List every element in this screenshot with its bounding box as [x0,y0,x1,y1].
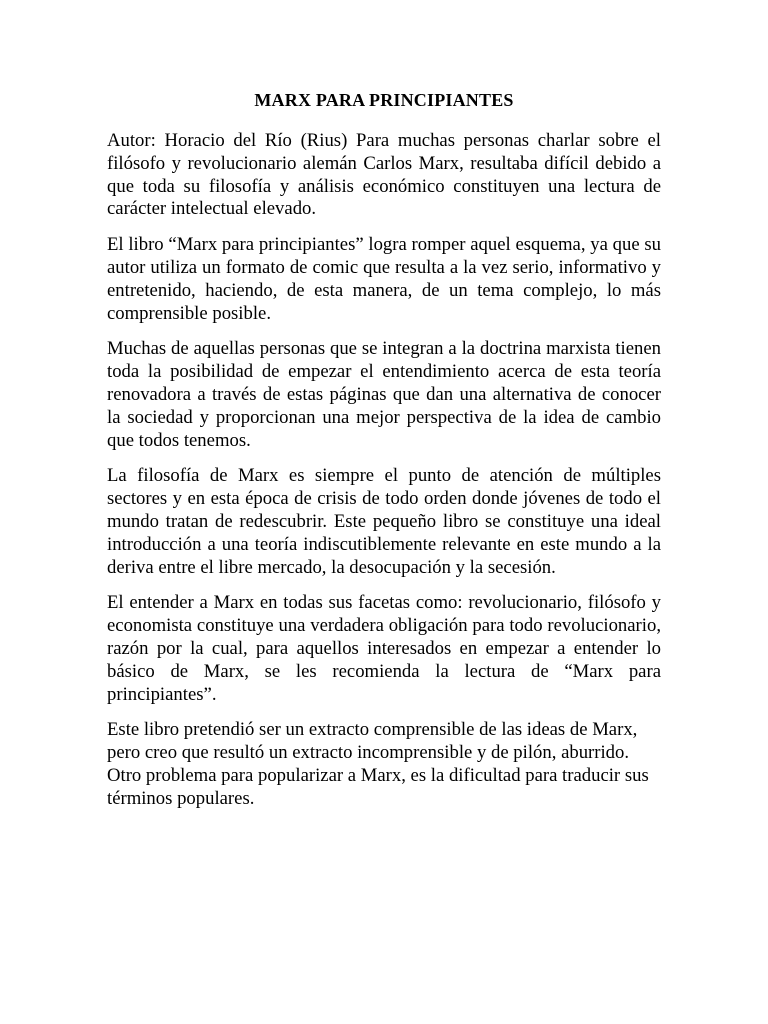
paragraph-3: Muchas de aquellas personas que se integran a la doctrina marxista tienen toda la posibilidad de empezar el entendimiento acerca de esta teoría renovadora a través de estas páginas que dan una alternativa de conocer la sociedad y proporcionan una mejor perspectiva de la idea de cambio que todos tenemos. [107,338,661,451]
document-body [107,130,661,811]
paragraph-5: El entender a Marx en todas sus facetas como: revolucionario, filósofo y economista constituye una verdadera obligación para todo revolucionario, razón por la cual, para aquellos interesados en empezar a entender lo básico de Marx, se les recomienda la lectura de “Marx para principiantes”. [107,592,661,705]
paragraph-7: Otro problema para popularizar a Marx, es la dificultad para traducir sus términos populares. [107,764,649,809]
paragraph-6: Este libro pretendió ser un extracto comprensible de las ideas de Marx, pero creo que resultó un extracto incomprensible y de pilón, aburrido. [107,719,638,764]
paragraph-1: Autor: Horacio del Río (Rius) Para muchas personas charlar sobre el filósofo y revolucionario alemán Carlos Marx, resultaba difícil debido a que toda su filosofía y análisis económico constituyen una lectura de carácter intelectual elevado. [107,130,661,220]
paragraph-2: El libro “Marx para principiantes” logra romper aquel esquema, ya que su autor utiliza un formato de comic que resulta a la vez serio, informativo y entretenido, haciendo, de esta manera, de un tema complejo, lo más comprensible posible. [107,234,661,324]
paragraph-4: La filosofía de Marx es siempre el punto de atención de múltiples sectores y en esta época de crisis de todo orden donde jóvenes de todo el mundo tratan de redescubrir. Este pequeño libro se constituye una ideal introducción a una teoría indiscutiblemente relevante en este mundo a la deriva entre el libre mercado, la desocupación y la secesión. [107,465,661,578]
document-title: MARX PARA PRINCIPIANTES [254,90,514,110]
